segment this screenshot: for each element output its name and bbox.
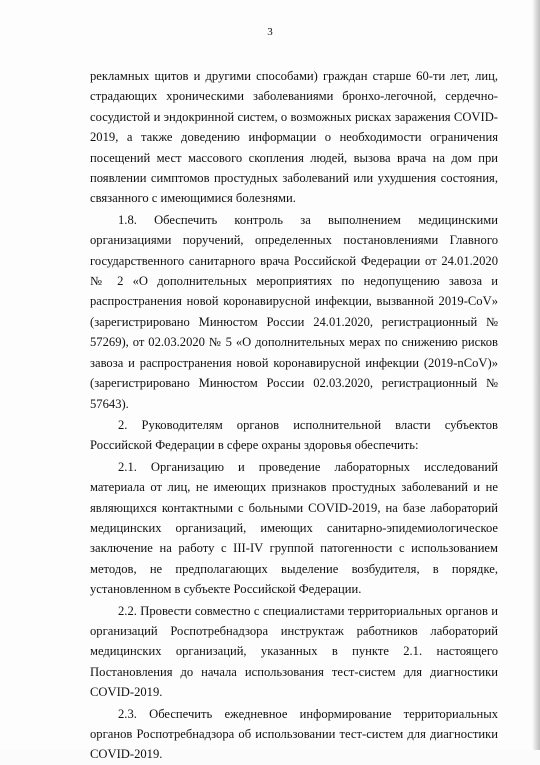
paragraph-2-3: 2.3. Обеспечить ежедневное информирование территориальных органов Роспотребнадзора об использовании тест-систем для диагностики COVID-2019. xyxy=(90,706,498,762)
paragraph-1-8: 1.8. Обеспечить контроль за выполнением медицинскими организациями поручений, определенных постановлениями Главного государственного санитарного врача Российской Федерации от 24.01.2020 № 2 «О дополнительных мероприятиях по недопущению завоза и распространения новой коронавирусной инфекции, вызванной 2019-CoV» (зарегистрировано Минюстом России 24.01.2020, регистрационный № 57269), от 02.03.2020 № 5 «О дополнительных мерах по снижению рисков завоза и распространения новой коронавирусной инфекции (2019-nCoV)» (зарегистрировано Минюстом России 02.03.2020, регистрационный № 57643). xyxy=(90,212,498,411)
page-number: 3 xyxy=(267,26,273,38)
scan-edge-shadow xyxy=(532,0,540,750)
document-body xyxy=(90,66,498,765)
paragraph-2-1: 2.1. Организацию и проведение лабораторных исследований материала от лиц, не имеющих признаков простудных заболеваний и не являющихся контактными с больными COVID-2019, на базе лабораторий медицинских организаций, имеющих санитарно-эпидемиологическое заключение на работу с III-IV группой патогенности с использованием методов, не предполагающих выделение возбудителя, в порядке, установленном в субъекте Российской Федерации. xyxy=(90,459,498,597)
paragraph-2: 2. Руководителям органов исполнительной власти субъектов Российской Федерации в сфере охраны здоровья обеспечить: xyxy=(90,417,498,453)
paragraph-continuation: рекламных щитов и другими способами) граждан старше 60-ти лет, лиц, страдающих хроническими заболеваниями бронхо-легочной, сердечно-сосудистой и эндокринной систем, о возможных рисках заражения COVID-2019, а также доведению информации о необходимости ограничения посещений мест массового скопления людей, вызова врача на дом при появлении симптомов простудных заболеваний или ухудшения состояния, связанного с имеющимися болезнями. xyxy=(90,69,498,206)
paragraph-2-2: 2.2. Провести совместно с специалистами территориальных органов и организаций Роспотребнадзора инструктаж работников лабораторий медицинских организаций, указанных в пункте 2.1. настоящего Постановления до начала использования тест-систем для диагностики COVID-2019. xyxy=(90,603,498,700)
